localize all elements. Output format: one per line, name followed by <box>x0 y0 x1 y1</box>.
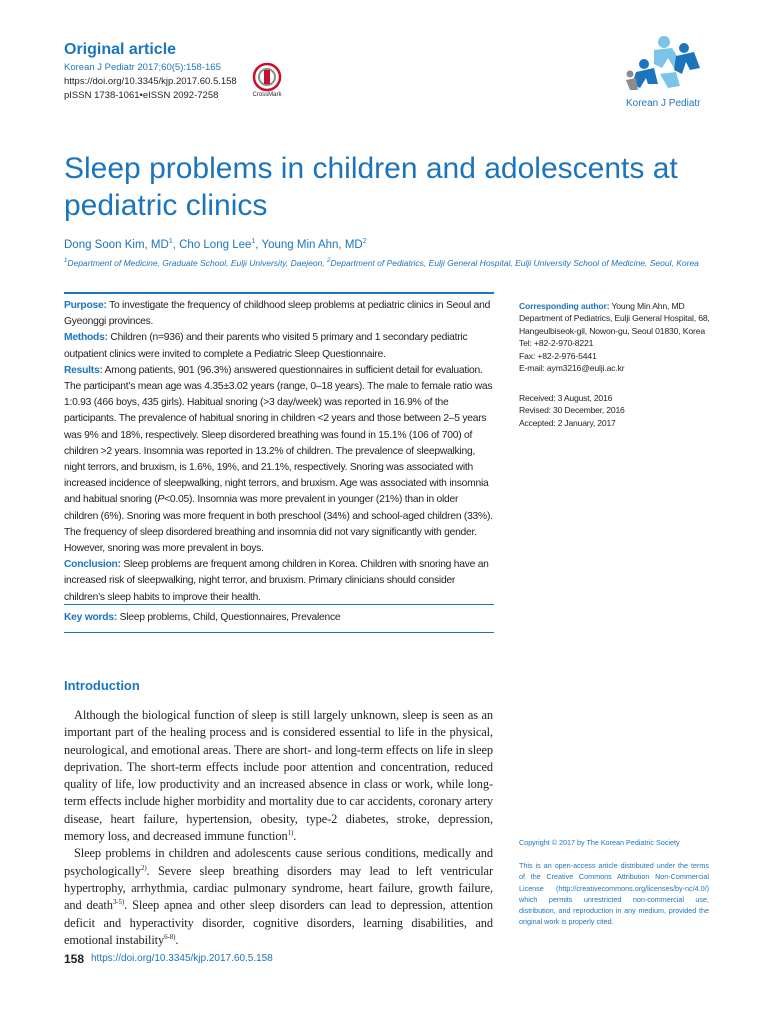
article-dates <box>519 392 719 429</box>
results-heading: Results: <box>64 364 103 376</box>
affil-sup: 2 <box>327 258 331 264</box>
journal-logo-icon <box>624 34 708 106</box>
abstract <box>64 298 494 606</box>
keywords-heading: Key words: <box>64 612 118 623</box>
paragraph-text: . <box>293 829 297 844</box>
abstract-top-rule <box>64 292 494 294</box>
paragraph-text: . Severe sleep breathing disorders may lead to left ventricular hypertrophy, arrhythmia, cardiac pulmonary syndrome, heart failure, growth failure, and death <box>64 863 493 913</box>
citation-ref[interactable]: 2) <box>140 863 147 872</box>
keywords-bottom-rule <box>64 632 494 633</box>
date-accepted: Accepted: 2 January, 2017 <box>519 417 616 428</box>
corresponding-email[interactable]: E-mail: aym3216@eulji.ac.kr <box>519 363 625 374</box>
corresponding-author <box>519 300 719 374</box>
corresponding-line: Hangeulbiseok-gil, Nowon-gu, Seoul 01830, Korea <box>519 325 705 336</box>
affiliations <box>64 255 714 269</box>
crossmark-text: CrossMark <box>252 92 282 98</box>
date-received: Received: 3 August, 2016 <box>519 393 613 403</box>
date-revised: Revised: 30 December, 2016 <box>519 405 625 416</box>
footer-doi-link[interactable]: https://doi.org/10.3345/kjp.2017.60.5.158 <box>91 953 273 964</box>
abstract-methods <box>64 330 494 362</box>
results-p-symbol: P <box>157 494 165 506</box>
conclusion-heading: Conclusion: <box>64 559 121 571</box>
purpose-text: To investigate the frequency of childhood sleep problems at pediatric clinics in Seoul and Gyeonggi provinces. <box>64 300 491 328</box>
article-title: Sleep problems in children and adolescents at pediatric clinics <box>64 152 678 222</box>
methods-heading: Methods: <box>64 332 108 344</box>
corresponding-tel: Tel: +82-2-970-8221 <box>519 338 594 349</box>
paragraph <box>64 707 493 845</box>
paragraph-text: . <box>175 932 179 947</box>
journal-citation: Korean J Pediatr 2017;60(5):158-165 <box>64 62 221 73</box>
corresponding-heading: Corresponding author: <box>519 301 610 311</box>
author-name: Young Min Ahn, MD <box>261 238 363 251</box>
keywords-top-rule <box>64 604 494 605</box>
conclusion-text: Sleep problems are frequent among children in Korea. Children with snoring have an increased risk of sleepwalking, night terror, and bruxism. Primary clinicians should consider children’s sleep habits to improve their health. <box>64 559 489 603</box>
paragraph-text: Although the biological function of sleep is still largely unknown, sleep is seen as an important part of the healing process and is considered essential to life in the physical, neurological, and emotional areas. There are short- and long-term effects on life in sleep deprivation. The short-term effects include poor attention and concentration, reduced quality of life, low productivity and an increased absence in class or work, while long-term effects include higher morbidity and mortality due to car accidents, coronary artery disease, heart failure, hypertension, obesity, type-2 diabetes, stroke, depression, memory loss, and decreased immune function <box>64 708 493 844</box>
doi-link[interactable]: https://doi.org/10.3345/kjp.2017.60.5.158 <box>64 76 237 87</box>
page-number: 158 <box>64 952 85 966</box>
results-text-cont: <0.05). Insomnia was more prevalent in younger (21%) than in older children (6%). Snoring was more frequent in both preschool (34%) and school-aged children (33%). The frequency of sleep disordered breathing and insomnia did not vary significantly with gender. However, snoring was more prevalent in boys. <box>64 494 493 555</box>
keywords <box>64 612 340 623</box>
abstract-purpose <box>64 298 494 330</box>
logo-caption: Korean J Pediatr <box>626 98 701 109</box>
copyright-notice: Copyright © 2017 by The Korean Pediatric Society <box>519 838 680 847</box>
author-sup: 1 <box>168 238 173 245</box>
author-list: Dong Soon Kim, $MD^1$, Cho Long Lee$^1$, Young Min Ahn, $MD^2$ <box>64 238 367 251</box>
corresponding-line: Department of Pediatrics, Eulji General Hospital, 68, <box>519 313 710 324</box>
introduction-body <box>64 707 493 949</box>
paragraph-text: Sleep problems in children and adolescents cause serious conditions, medically and psychologically <box>64 846 493 878</box>
corresponding-name: Young Min Ahn, MD <box>609 301 685 311</box>
author-sup: 2 <box>362 238 367 245</box>
corresponding-fax: Fax: +82-2-976-5441 <box>519 350 597 361</box>
author-sup: 1 <box>251 238 256 245</box>
abstract-conclusion <box>64 557 494 606</box>
methods-text: Children (n=936) and their parents who visited 5 primary and 1 secondary pediatric outpatient clinics were invited to complete a Pediatric Sleep Questionnaire. <box>64 332 468 360</box>
paragraph <box>64 845 493 949</box>
crossmark-icon[interactable] <box>249 62 285 104</box>
purpose-heading: Purpose: <box>64 300 107 311</box>
abstract-results <box>64 363 494 557</box>
affil-1: Department of Medicine, Graduate School, Eulji University, Daejeon, <box>67 257 328 268</box>
article-type-label: Original article <box>64 41 177 58</box>
author-name: Cho Long Lee <box>179 238 252 251</box>
section-heading-introduction: Introduction <box>64 678 140 693</box>
paragraph-text: . Sleep apnea and other sleep disorders can lead to depression, attention deficit and hyperactivity disorder, cognitive disorders, learning disabilities, and emotional instability <box>64 898 494 947</box>
license-text: This is an open-access article distributed under the terms of the Creative Commons Attribution Non-Commercial License (http://creativecommons.org/licenses/by-nc/4.0/) which permits unrestricted non-commercial use, distribution, and reproduction in any medium, provided the original work is properly cited. <box>519 861 709 927</box>
citation-ref[interactable]: 6-8) <box>164 932 176 941</box>
keywords-text: Sleep problems, Child, Questionnaires, Prevalence <box>117 612 341 623</box>
affil-sup: 1 <box>64 258 68 264</box>
issn-line: pISSN 1738-1061•eISSN 2092-7258 <box>64 90 219 101</box>
citation-ref[interactable]: 1) <box>287 828 294 837</box>
affil-2: Department of Pediatrics, Eulji General Hospital, Eulji University School of Medicine, Seoul, Korea <box>330 257 699 268</box>
results-text: Among patients, 901 (96.3%) answered questionnaires in sufficient detail for evaluation. The participant’s mean age was 4.35±3.02 years (range, 0–18 years). The male to female ratio was 1:0.93 (466 boys, 435 girls). Habitual snoring (>3 day/week) was reported in 16.9% of the participants. The prevalence of habitual snoring in children <2 years and those between 2–5 years was 9% and 18%, respectively. Sleep disordered breathing was found in 15.1% (106 of 700) of children >2 years. Insomnia was reported in 13.2% of children. The prevalence of sleepwalking, night terrors, and bruxism, is 1.6%, 19%, and 21.1%, respectively. Snoring was associated with increased incidence of sleepwalking, night terrors, and bruxism. Age was associated with insomnia and habitual snoring ( <box>64 364 493 506</box>
citation-ref[interactable]: 3-5) <box>112 898 125 907</box>
author-name: Dong Soon Kim, MD <box>64 238 169 251</box>
